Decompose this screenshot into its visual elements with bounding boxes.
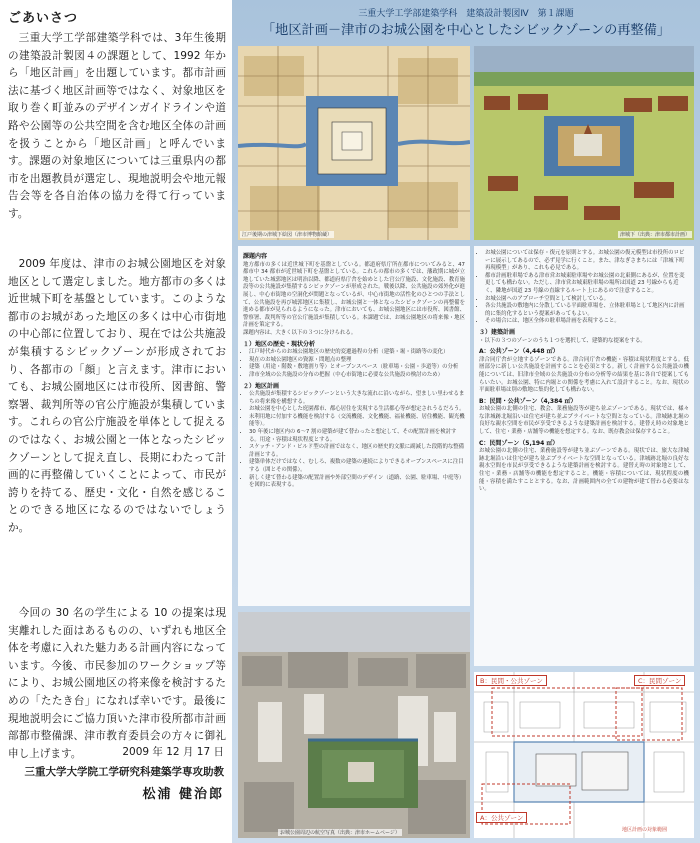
section-1-item: • 江戸時代からのお城公園地区の歴史的変遷過程の分析（建築・堀・街路等の変化） xyxy=(249,349,465,357)
section-3-heading: ３）建築計画 xyxy=(479,328,516,336)
aerial-photo-caption: お城公園周辺の航空写真（出典：津市ホームページ） xyxy=(280,830,400,836)
zone-c-title: C：民間ゾーン（5,194 ㎡） xyxy=(479,439,559,447)
intro-item: • 都市計画駐車場である津市営お城東駐車場やお城公園の北東側にあるが、位置を変更しても構わない。ただし、津市営お城東駐車場の場所は国道 23 号線からも近く、隣地が国道 23 号線の直線するルート上にあるので注意すること。 xyxy=(485,273,689,296)
section-2-item: • 公共施設が集積するシビックゾーンという大きな流れに沿いながら、望ましい里わせるまちの将来像を構想する。 xyxy=(249,391,465,406)
section-1-heading: １）地区の歴史・現状分析 xyxy=(243,340,316,348)
poster-course-label: 三重大学工学部建築学科 建築設計製図Ⅳ 第１課題 xyxy=(358,9,574,19)
section-2-item: • スケッチ・アンド・ビルド型の計画ではなく、地区の歴史的文脈に副減した段階的な整備計画とする。 xyxy=(249,444,465,459)
section-2-item: • 建築単体だけではなく、むしろ、複数の建築の連続によりできるオープンスペースに注目する（囲とその関係）。 xyxy=(249,459,465,474)
section-2-item: • 新しく建て替わる建築の配置計画や外部空間のデザイン（道路、公園、駐車場、中庭等）を図的に表現する。 xyxy=(249,475,465,490)
zone-c-body: お城公園の北側の住宅、業務施設等が建ち並ぶゾーンである。現状では、旅大な津城跡北堀沿いは住宅が建ち並ぶプライベートな空間となっている。津城跡北堀の良好な親水空間を市民が享受できるような建築計画を検討する。建替え時の対象地として、住宅・業務・店舗等の機能を想定すること。機能・容積については、現状程度の機能・容積を満たすこととする。なお、計画範囲内の全ての建物が建て替わる必要はない。 xyxy=(479,448,689,493)
section-2-item: • 未利用地に付加する機能を検討する（交流機能、文化機能、福祉機能、居住機能、観光機能等）。 xyxy=(249,414,465,429)
aerial-photo-drawing xyxy=(238,612,470,838)
zone-b-body: お城公園の北側の住宅、教会、業務施設等が建ち並ぶゾーンである。現状では、様々な津城跡北堀沿いは住宅が建ち並ぶプライベートな空間となっている。津城跡北堀の良好な親水空間を市民が享受できるような建築計画を検討する。建替え時の対象地として、住宅・業務・店舗等の機能を想定する。なお、既存教会は保存すること。 xyxy=(479,406,689,436)
greeting-date: 2009 年 12 月 17 日 xyxy=(122,746,224,758)
historic-map-caption: 江戸後期の津城下絵図（津市博物館蔵） xyxy=(242,232,333,238)
aerial-drawing xyxy=(474,46,694,240)
section-1-item: • 建築（用途・階数・敷地割り等）とオープンスペース（駐車場・公園・歩道等）の分析 xyxy=(249,364,465,372)
zone-site-plan xyxy=(474,672,694,838)
aerial-caption: 津城下（出典：津市都市計画） xyxy=(619,232,690,238)
plan-caption: 地区計画の対象範囲 xyxy=(622,827,668,833)
author-name: 松浦 健治郎 xyxy=(142,787,224,802)
architecture-plan-text xyxy=(474,246,694,666)
zone-c-label: C：民間ゾーン xyxy=(634,675,685,686)
historic-map-drawing xyxy=(238,46,470,240)
greeting-title: ごあいさつ xyxy=(8,11,79,26)
zone-a-body: 津合同庁舎が立地するゾーンである。津合同庁舎の機能・容積は現状程度とする。低層部分に新しい公共施設を計画することを必須とする。新しく計画する公共施設の機能については、旧津市全域の公共施設の分布の分析等の結果を基に各自で提案してもらいたい。お城公園、特に内堀との関係を考慮に入れて設計すること。なお、現状の平面駐車場は別の敷地に集約化しても構わない。 xyxy=(479,356,689,394)
section-1-item: • 現在のお城公園地区の資源・問題点の整理 xyxy=(249,357,465,365)
overview-note: 課題内容は、大きく以下の３つに分けられる。 xyxy=(243,329,357,336)
greeting-paragraph-3: 今回の 30 名の学生による 10 の提案は現実離れした面はあるものの、いずれも地区全体を考慮に入れた魅力ある計画内容になっています。今後、市民参加のワークショップ等により、お城公園地区の将来像を検討するための「たたき台」になれば幸いです。最後に現地説明会にご協力頂いた津市役所都市計画部都市整備課、津市教育委員会の方々に御礼申し上げます。 xyxy=(8,607,226,760)
overview-body: 地方都市の多くは近世城下町を基盤としている。都道府県庁所在都市についてみると、47 都市中 34 都市が近世城下町を基盤としている。これらの都市の多くでは、藩政期に城が立地していた城郭地区は明治以降、都道府県庁舎を始めとした官公庁施設、文化施設、教育施設等の公共施設が集積するシビックゾーンが形成された。戦後以降、公共施設の郊外化が進展し、中心市街地の空洞化が問題となっているが、中心市街地の活性化のひとつの手法として、公共施設を再び城郭地区に集積し、お城公園と一体となったシビックゾーンの再整備を進める都市が見られるようになった。津市においても、お城公園地区には市役所、図書館、警察署、裁判所等の官公庁施設が集積している。本課題では、お城公園地区の将来像・地区計画を策定する。 xyxy=(243,261,465,329)
castle-town-aerial-image xyxy=(474,46,694,240)
section-2-item: • 30 年後に地区内の 6～7 割の建築が建て替わったと想定して、その配置計画を検討する。用途・容積は現状程度とする。 xyxy=(249,429,465,444)
assignment-overview-text xyxy=(238,246,470,606)
author-affiliation: 三重大学大学院工学研究科建築学専攻助教 xyxy=(24,766,224,778)
zone-a-label: A：公共ゾーン xyxy=(476,812,527,823)
greeting-paragraph-2: 2009 年度は、津市のお城公園地区を対象地区として選定しました。地方都市の多くは近世城下町を基盤としています。このような都市のお城があった地区の多くは中心市街地の中心部に位置しており、現在では公共施設が集積するシビックゾーンが形成されており、各都市の「顔」と言えます。津市においても、お城公園地区には市役所、図書館、警察署、裁判所等の官公庁施設が集積しています。これらの官公庁施設を単体として捉えるのではなく、お城公園と一体となったシビックゾーンとして捉え直し、長期にわたって計画的に再整備していくことによって、市民が誇りを持てる、歴史・文化・自然を感じることのできる地区になるのではないでしょうか。 xyxy=(8,258,226,534)
zone-a-title: A：公共ゾーン（4,448 ㎡） xyxy=(479,348,559,356)
historic-castle-town-map xyxy=(238,46,470,240)
zone-b-label: B：民間・公共ゾーン xyxy=(476,675,547,686)
intro-item: • お城公園については保存・復元を原則とする。お城公園の復元模型は市役所のロビーに展示してあるので、必ず見学に行くこと。また、津なぎさまちには「津城下町再現模型」があり、これも必見である。 xyxy=(485,250,689,273)
poster-title: 「地区計画－津市のお城公園を中心としたシビックゾーンの再整備」 xyxy=(261,23,671,38)
aerial-photo xyxy=(238,612,470,838)
section-2-heading: ２）地区計画 xyxy=(243,382,280,390)
greeting-column xyxy=(0,0,232,843)
section-2-item: • お城公園を中心とした庭園都市、都心居住を実現する生活都心等が想定されうるだろう。 xyxy=(249,406,465,414)
section-3-note: ・以下の３つのゾーンのうち１つを選択して、建築的な提案をする。 xyxy=(479,337,646,344)
overview-heading: 課題内容 xyxy=(243,253,268,260)
intro-item: • 各公共施設の敷地内に分散している平面駐車場を、立体駐車場として地区内に計画的に集約化するという提案があってもよい。 xyxy=(485,303,689,318)
intro-item: • お城公園へのアプローチ空間として検討している。 xyxy=(485,296,689,304)
section-1-item: • 津市全域の公共施設の分布の把握（中心市街地に必要な公共施設の検討のため） xyxy=(249,372,465,380)
intro-item: • その場合には、地区全体の駐車場計画を表現すること。 xyxy=(485,318,689,326)
assignment-poster xyxy=(232,0,700,843)
greeting-paragraph-1: 三重大学工学部建築学科では、3年生後期の建築設計製図４の課題として、1992 年から「地区計画」を出題しています。都市計画法に基づく地区計画等ではなく、対象地区を取り巻く町並みのデザインガイドラインや道路や公園等の公共空間を含む地区全体の計画を扱うことから「地区計画」と呼んでいます。課題の対象地区については三重県内の都市を出題教員が選定し、現地説明会や地元報告会等を各自治体の協力を得て行っています。 xyxy=(8,32,226,220)
zone-b-title: B：民間・公共ゾーン（4,384 ㎡） xyxy=(479,397,577,405)
